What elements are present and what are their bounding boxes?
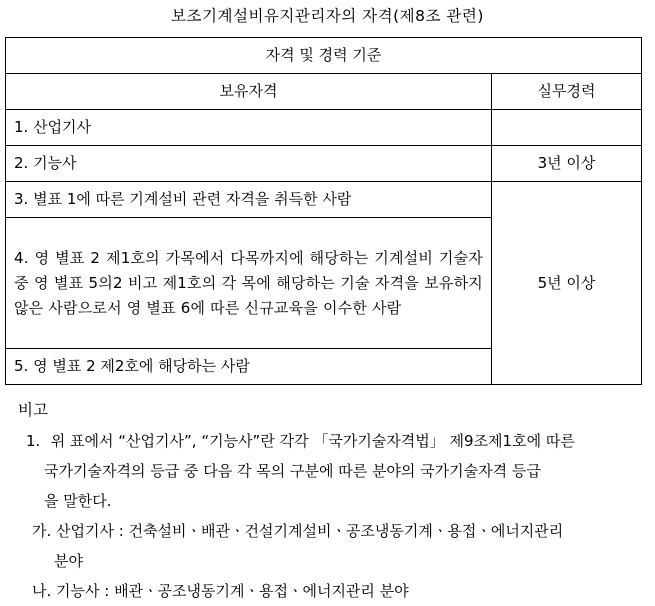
note-text-line: 을 말한다. xyxy=(44,492,112,510)
notes-title: 비고 xyxy=(18,401,48,419)
table-header: 자격 및 경력 기준 xyxy=(6,38,642,74)
experience-cell xyxy=(492,110,642,146)
qualification-table xyxy=(5,37,642,385)
note-subitem-b: 나. 기능사 : 배관ㆍ공조냉동기계ㆍ용접ㆍ에너지관리 분야 xyxy=(32,582,409,600)
note-text-line: 위 표에서 “산업기사”, “기능사”란 각각 「국가기술자격법」 제9조제1호에 따른 xyxy=(50,432,575,450)
qualification-cell: 5. 영 별표 2 제2호에 해당하는 사람 xyxy=(6,349,492,385)
column-header-experience: 실무경력 xyxy=(492,74,642,110)
qualification-cell xyxy=(6,218,492,349)
table-row xyxy=(6,146,642,182)
experience-cell: 5년 이상 xyxy=(492,182,642,385)
table-row xyxy=(6,182,642,218)
notes-section xyxy=(18,398,638,606)
experience-cell: 3년 이상 xyxy=(492,146,642,182)
table-row xyxy=(6,110,642,146)
note-text-line: 국가기술자격의 등급 중 다음 각 목의 구분에 따른 분야의 국가기술자격 등급 xyxy=(44,462,541,480)
qualification-cell: 2. 기능사 xyxy=(6,146,492,182)
column-header-qualification: 보유자격 xyxy=(6,74,492,110)
note-number: 1. xyxy=(26,432,41,450)
note-subitem-a-continued: 분야 xyxy=(54,552,83,570)
note-subitem-a: 가. 산업기사 : 건축설비ㆍ배관ㆍ건설기계설비ㆍ공조냉동기계ㆍ용접ㆍ에너지관리 xyxy=(32,522,564,540)
qualification-cell: 3. 별표 1에 따른 기계설비 관련 자격을 취득한 사람 xyxy=(6,182,492,218)
document-title: 보조기계설비유지관리자의 자격(제8조 관련) xyxy=(171,7,484,25)
note-item-1 xyxy=(18,426,638,456)
qualification-cell: 1. 산업기사 xyxy=(6,110,492,146)
qualification-text: 4. 영 별표 2 제1호의 가목에서 다목까지에 해당하는 기계설비 기술자 중 영 별표 5의2 비고 제1호의 각 목에 해당하는 기술 자격을 보유하지 않은 사람으로서 영 별표 6에 따른 신규교육을 이수한 사람 xyxy=(14,248,483,317)
